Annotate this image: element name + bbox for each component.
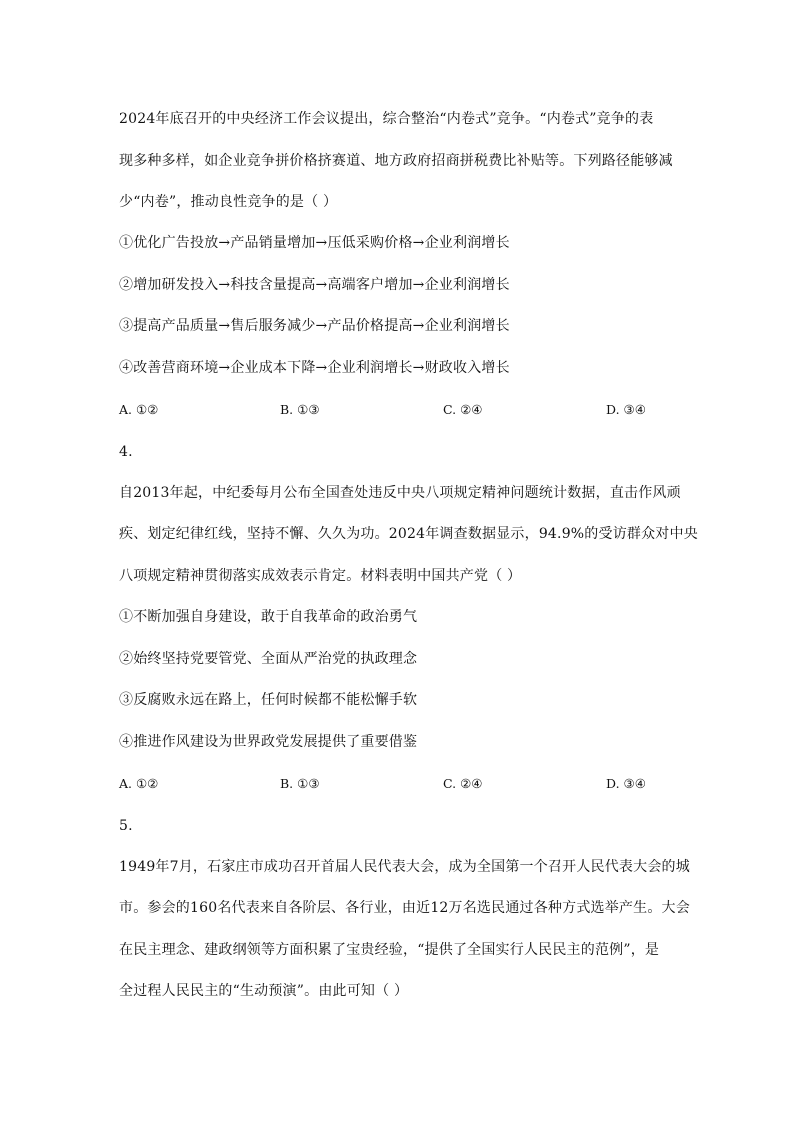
q5-stem-line-3: 在民主理念、建政纲领等方面积累了宝贵经验，“提供了全国实行人民民主的范例”，是: [119, 942, 660, 958]
q3-statement-1: ①优化广告投放→产品销量增加→压低采购价格→企业利润增长: [119, 235, 510, 251]
q3-statement-3: ③提高产品质量→售后服务减少→产品价格提高→企业利润增长: [119, 318, 510, 334]
q3-option-c: C. ②④: [443, 402, 483, 417]
q4-options: [119, 776, 679, 792]
q4-stem-line-3: 八项规定精神贯彻落实成效表示肯定。材料表明中国共产党（ ）: [119, 568, 522, 584]
q4-statement-3: ③反腐败永远在路上，任何时候都不能松懈手软: [119, 692, 418, 708]
q4-number: 4.: [119, 444, 133, 460]
q3-stem-line-3: 少“内卷”，推动良性竞争的是（ ）: [119, 194, 338, 210]
q3-stem-line-1: 2024年底召开的中央经济工作会议提出，综合整治“内卷式”竞争。“内卷式”竞争的表: [119, 111, 654, 127]
q4-stem-line-1: 自2013年起，中纪委每月公布全国查处违反中央八项规定精神问题统计数据，直击作风顽: [119, 485, 681, 501]
q5-stem-line-2: 市。参会的160名代表来自各阶层、各行业，由近12万名选民通过各种方式选举产生。大会: [119, 900, 690, 916]
q4-statement-4: ④推进作风建设为世界政党发展提供了重要借鉴: [119, 734, 418, 750]
q3-statement-4: ④改善营商环境→企业成本下降→企业利润增长→财政收入增长: [119, 360, 510, 376]
q4-option-a: A. ①②: [119, 776, 159, 791]
q3-option-b: B. ①③: [280, 402, 320, 417]
q3-option-a: A. ①②: [119, 402, 159, 417]
q5-stem-line-1: 1949年7月，石家庄市成功召开首届人民代表大会，成为全国第一个召开人民代表大会的城: [119, 859, 690, 875]
q4-statement-2: ②始终坚持党要管党、全面从严治党的执政理念: [119, 651, 418, 667]
q3-options: [119, 402, 679, 418]
q4-option-d: D. ③④: [606, 776, 646, 791]
q5-number: 5.: [119, 818, 133, 834]
q4-option-c: C. ②④: [443, 776, 483, 791]
q4-option-b: B. ①③: [280, 776, 320, 791]
q3-stem-line-2: 现多种多样，如企业竞争拼价格挤赛道、地方政府招商拼税费比补贴等。下列路径能够减: [119, 153, 673, 169]
q3-statement-2: ②增加研发投入→科技含量提高→高端客户增加→企业利润增长: [119, 277, 510, 293]
q5-stem-line-4: 全过程人民民主的“生动预演”。由此可知（ ）: [119, 983, 409, 999]
q4-statement-1: ①不断加强自身建设，敢于自我革命的政治勇气: [119, 609, 418, 625]
q4-stem-line-2: 疾、划定纪律红线，坚持不懈、久久为功。2024年调查数据显示，94.9%的受访群众对中央: [119, 526, 698, 542]
q3-option-d: D. ③④: [606, 402, 646, 417]
